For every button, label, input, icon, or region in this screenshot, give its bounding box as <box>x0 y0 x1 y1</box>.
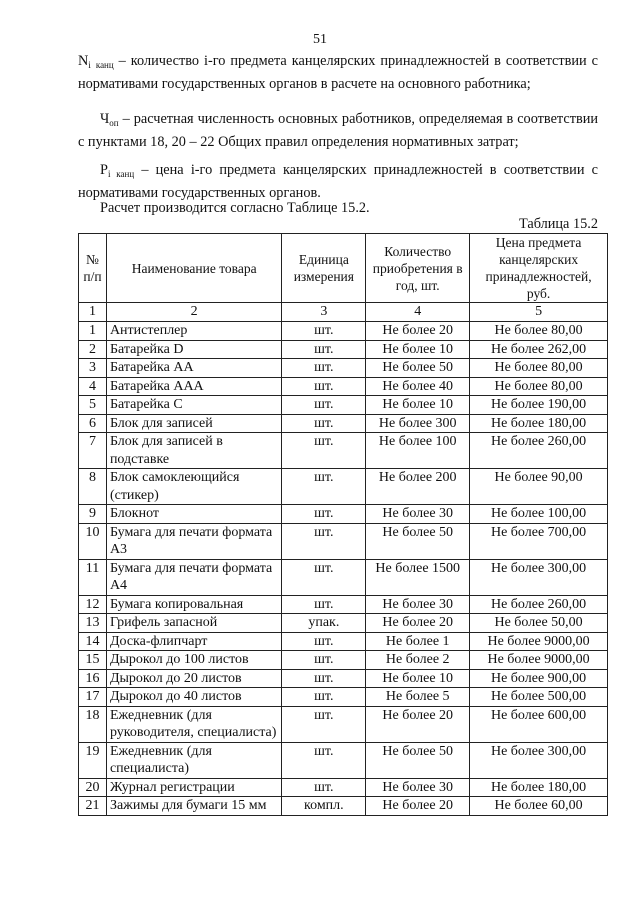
item-name: Журнал регистрации <box>106 778 281 797</box>
item-price: Не более 600,00 <box>470 706 608 742</box>
item-price: Не более 100,00 <box>470 505 608 524</box>
table-row <box>79 632 608 651</box>
column-index: 3 <box>282 303 366 322</box>
paragraph-n-definition <box>78 52 598 94</box>
item-price: Не более 180,00 <box>470 414 608 433</box>
item-quantity: Не более 100 <box>366 433 470 469</box>
item-name: Батарейка D <box>106 340 281 359</box>
item-quantity: Не более 20 <box>366 614 470 633</box>
item-name: Блокнот <box>106 505 281 524</box>
item-quantity: Не более 20 <box>366 322 470 341</box>
row-number: 13 <box>79 614 107 633</box>
table-row <box>79 433 608 469</box>
item-price: Не более 260,00 <box>470 433 608 469</box>
table-row <box>79 340 608 359</box>
item-price: Не более 262,00 <box>470 340 608 359</box>
subscript-label: канц <box>95 60 114 70</box>
row-number: 3 <box>79 359 107 378</box>
item-name: Ежедневник (для специалиста) <box>106 742 281 778</box>
item-quantity: Не более 10 <box>366 669 470 688</box>
header-unit: Единица измерения <box>282 234 366 303</box>
table-row <box>79 651 608 670</box>
item-name: Грифель запасной <box>106 614 281 633</box>
row-number: 9 <box>79 505 107 524</box>
table-row <box>79 595 608 614</box>
item-quantity: Не более 20 <box>366 706 470 742</box>
item-price: Не более 260,00 <box>470 595 608 614</box>
item-unit: шт. <box>282 778 366 797</box>
row-number: 12 <box>79 595 107 614</box>
item-quantity: Не более 300 <box>366 414 470 433</box>
item-quantity: Не более 10 <box>366 340 470 359</box>
item-name: Батарейка ААА <box>106 377 281 396</box>
row-number: 7 <box>79 433 107 469</box>
column-index: 4 <box>366 303 470 322</box>
item-name: Бумага для печати формата А3 <box>106 523 281 559</box>
item-name: Блок для записей в подставке <box>106 433 281 469</box>
item-price: Не более 700,00 <box>470 523 608 559</box>
table-row <box>79 396 608 415</box>
table-row <box>79 322 608 341</box>
table-row <box>79 669 608 688</box>
item-price: Не более 9000,00 <box>470 632 608 651</box>
item-name: Бумага для печати формата А4 <box>106 559 281 595</box>
row-number: 1 <box>79 322 107 341</box>
row-number: 21 <box>79 797 107 816</box>
item-unit: шт. <box>282 505 366 524</box>
item-unit: компл. <box>282 797 366 816</box>
subscript-label: оп <box>109 118 119 128</box>
item-unit: шт. <box>282 651 366 670</box>
table-row <box>79 469 608 505</box>
row-number: 5 <box>79 396 107 415</box>
item-quantity: Не более 200 <box>366 469 470 505</box>
item-unit: шт. <box>282 340 366 359</box>
symbol-n: N <box>78 53 89 69</box>
row-number: 6 <box>79 414 107 433</box>
item-price: Не более 9000,00 <box>470 651 608 670</box>
definition-text: – количество i-го предмета канцелярских принадлежностей в соответствии с нормативами государственных органов в расчете на основного работника; <box>78 53 599 92</box>
row-number: 14 <box>79 632 107 651</box>
row-number: 4 <box>79 377 107 396</box>
table-row <box>79 505 608 524</box>
item-unit: шт. <box>282 433 366 469</box>
item-unit: шт. <box>282 523 366 559</box>
item-unit: шт. <box>282 688 366 707</box>
column-index: 2 <box>106 303 281 322</box>
item-quantity: Не более 50 <box>366 523 470 559</box>
item-unit: шт. <box>282 322 366 341</box>
item-quantity: Не более 1500 <box>366 559 470 595</box>
item-price: Не более 80,00 <box>470 359 608 378</box>
table-row <box>79 614 608 633</box>
item-name: Антистеплер <box>106 322 281 341</box>
item-quantity: Не более 40 <box>366 377 470 396</box>
item-name: Доска-флипчарт <box>106 632 281 651</box>
row-number: 16 <box>79 669 107 688</box>
item-unit: упак. <box>282 614 366 633</box>
row-number: 15 <box>79 651 107 670</box>
item-quantity: Не более 20 <box>366 797 470 816</box>
item-price: Не более 190,00 <box>470 396 608 415</box>
item-price: Не более 500,00 <box>470 688 608 707</box>
stationery-table <box>78 233 608 816</box>
item-unit: шт. <box>282 414 366 433</box>
page-number: 51 <box>313 32 327 47</box>
item-unit: шт. <box>282 669 366 688</box>
table-row <box>79 778 608 797</box>
item-unit: шт. <box>282 396 366 415</box>
column-index-row <box>79 303 608 322</box>
subscript-label: i канц <box>107 169 135 179</box>
row-number: 20 <box>79 778 107 797</box>
table-row <box>79 414 608 433</box>
item-unit: шт. <box>282 742 366 778</box>
subscript-i: i <box>88 60 91 70</box>
item-unit: шт. <box>282 469 366 505</box>
item-name: Бумага копировальная <box>106 595 281 614</box>
item-name: Дырокол до 20 листов <box>106 669 281 688</box>
table-row <box>79 377 608 396</box>
table-row <box>79 688 608 707</box>
item-name: Дырокол до 40 листов <box>106 688 281 707</box>
header-quantity: Количество приобретения в год, шт. <box>366 234 470 303</box>
item-name: Блок для записей <box>106 414 281 433</box>
item-unit: шт. <box>282 632 366 651</box>
item-unit: шт. <box>282 377 366 396</box>
item-price: Не более 900,00 <box>470 669 608 688</box>
paragraph-ch-definition <box>78 110 598 152</box>
item-price: Не более 90,00 <box>470 469 608 505</box>
item-quantity: Не более 10 <box>366 396 470 415</box>
header-row <box>79 234 608 303</box>
item-price: Не более 60,00 <box>470 797 608 816</box>
table-row <box>79 523 608 559</box>
item-name: Батарейка АА <box>106 359 281 378</box>
item-name: Батарейка С <box>106 396 281 415</box>
definition-text: – цена i-го предмета канцелярских принадлежностей в соответствии с нормативами государственных органов. <box>78 162 598 201</box>
row-number: 2 <box>79 340 107 359</box>
item-name: Ежедневник (для руководителя, специалиста) <box>106 706 281 742</box>
table-row <box>79 359 608 378</box>
header-price: Цена предмета канцелярских принадлежностей, руб. <box>470 234 608 303</box>
table-row <box>79 559 608 595</box>
paragraph-p-definition <box>78 161 598 203</box>
item-name: Дырокол до 100 листов <box>106 651 281 670</box>
item-quantity: Не более 50 <box>366 359 470 378</box>
row-number: 8 <box>79 469 107 505</box>
item-price: Не более 180,00 <box>470 778 608 797</box>
row-number: 18 <box>79 706 107 742</box>
table-caption: Таблица 15.2 <box>518 216 598 232</box>
item-price: Не более 300,00 <box>470 742 608 778</box>
definition-text: – расчетная численность основных работников, определяемая в соответствии с пунктами 18, 20 – 22 Общих правил определения нормативных затрат; <box>78 111 598 150</box>
table-row <box>79 706 608 742</box>
item-price: Не более 50,00 <box>470 614 608 633</box>
item-unit: шт. <box>282 706 366 742</box>
table-row <box>79 742 608 778</box>
item-unit: шт. <box>282 359 366 378</box>
row-number: 19 <box>79 742 107 778</box>
item-quantity: Не более 1 <box>366 632 470 651</box>
item-price: Не более 80,00 <box>470 322 608 341</box>
column-index: 1 <box>79 303 107 322</box>
item-quantity: Не более 30 <box>366 505 470 524</box>
row-number: 11 <box>79 559 107 595</box>
item-quantity: Не более 50 <box>366 742 470 778</box>
item-price: Не более 300,00 <box>470 559 608 595</box>
calculation-note: Расчет производится согласно Таблице 15.2. <box>100 200 370 216</box>
column-index: 5 <box>470 303 608 322</box>
item-quantity: Не более 5 <box>366 688 470 707</box>
table-row <box>79 797 608 816</box>
item-name: Зажимы для бумаги 15 мм <box>106 797 281 816</box>
item-unit: шт. <box>282 559 366 595</box>
item-quantity: Не более 30 <box>366 778 470 797</box>
row-number: 17 <box>79 688 107 707</box>
item-unit: шт. <box>282 595 366 614</box>
header-number: № п/п <box>79 234 107 303</box>
item-quantity: Не более 30 <box>366 595 470 614</box>
item-quantity: Не более 2 <box>366 651 470 670</box>
symbol-ch: Ч <box>100 111 110 127</box>
item-name: Блок самоклеющийся (стикер) <box>106 469 281 505</box>
row-number: 10 <box>79 523 107 559</box>
header-name: Наименование товара <box>106 234 281 303</box>
symbol-p: P <box>100 162 108 178</box>
item-price: Не более 80,00 <box>470 377 608 396</box>
